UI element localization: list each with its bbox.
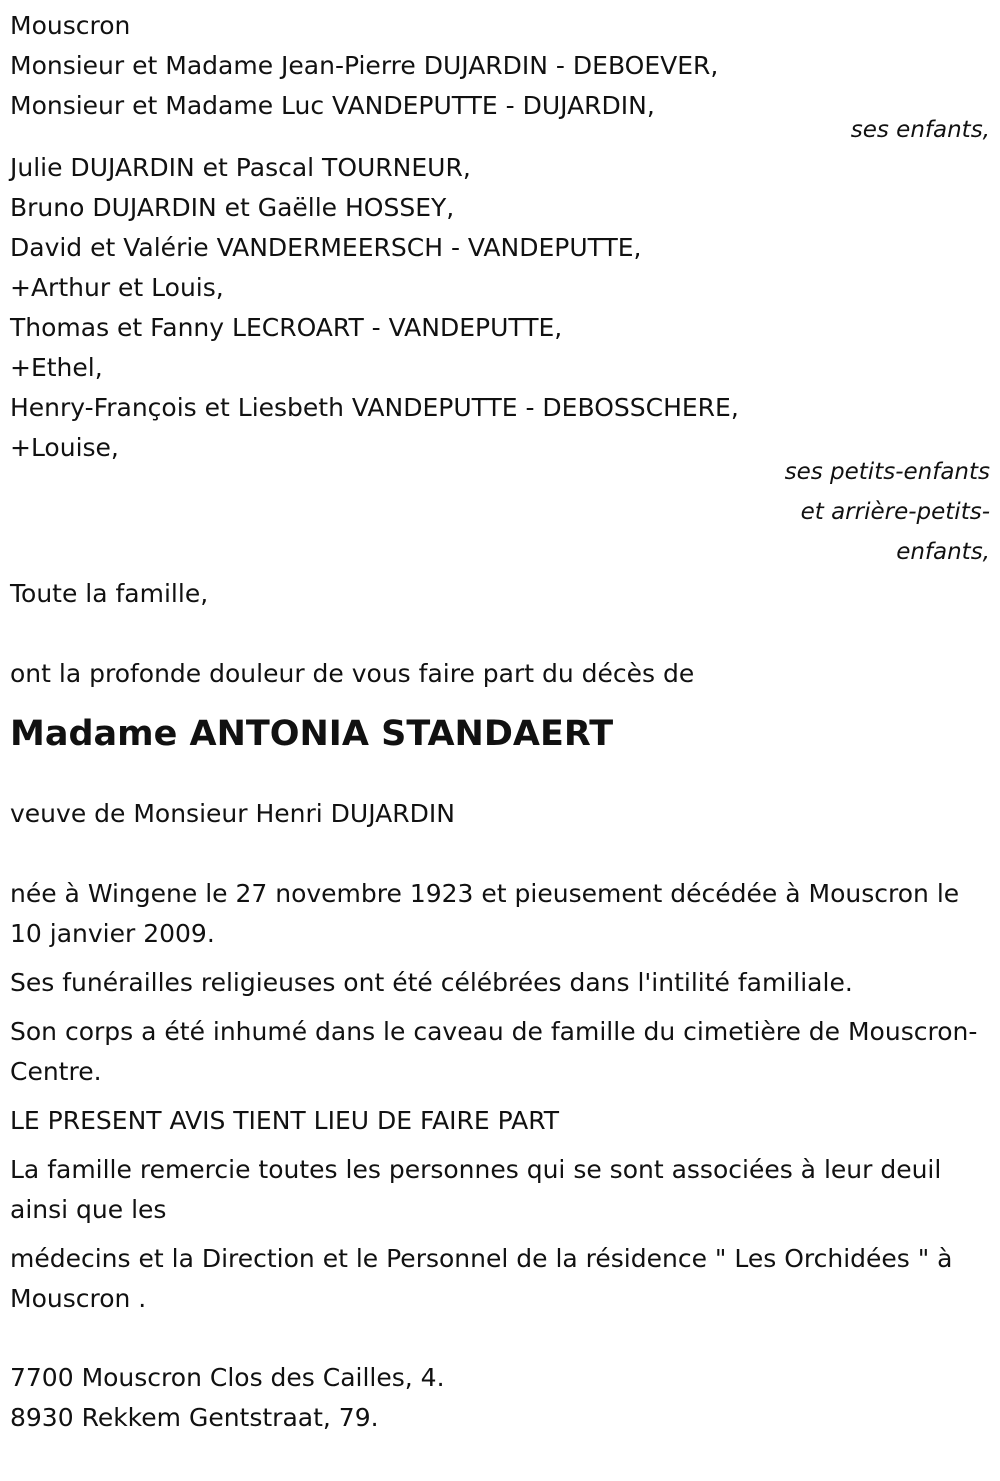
thanks-paragraph-1: La famille remercie toutes les personnes qui se sont associées à leur deuil ainsi que les: [10, 1155, 942, 1224]
children-role-label: ses enfants,: [850, 117, 990, 143]
grandchildren-role-line: et arrière-petits-: [800, 499, 990, 525]
grandchildren-section: [10, 148, 990, 572]
grandchild-line: Julie DUJARDIN et Pascal TOURNEUR,: [10, 153, 471, 182]
grandchild-line: +Louise,: [10, 433, 119, 462]
funeral-paragraph: Ses funérailles religieuses ont été célébrées dans l'intilité familiale.: [10, 968, 853, 997]
grandchild-line: David et Valérie VANDERMEERSCH - VANDEPUTTE,: [10, 233, 642, 262]
grandchild-line: Bruno DUJARDIN et Gaëlle HOSSEY,: [10, 193, 455, 222]
family-line: Toute la famille,: [10, 579, 209, 608]
child-line: Monsieur et Madame Jean-Pierre DUJARDIN - DEBOEVER,: [10, 51, 719, 80]
notice-paragraph: LE PRESENT AVIS TIENT LIEU DE FAIRE PART: [10, 1106, 560, 1135]
grandchild-line: +Ethel,: [10, 353, 103, 382]
thanks-paragraph-2: médecins et la Direction et le Personnel de la résidence " Les Orchidées " à Mouscron .: [10, 1244, 953, 1313]
children-section: [10, 46, 990, 150]
burial-paragraph: Son corps a été inhumé dans le caveau de famille du cimetière de Mouscron-Centre.: [10, 1017, 978, 1086]
grandchild-line: Henry-François et Liesbeth VANDEPUTTE - DEBOSSCHERE,: [10, 393, 739, 422]
city-label: Mouscron: [10, 11, 131, 40]
child-line: Monsieur et Madame Luc VANDEPUTTE - DUJARDIN,: [10, 91, 655, 120]
deceased-name: Madame ANTONIA STANDAERT: [10, 714, 614, 754]
address-line: 8930 Rekkem Gentstraat, 79.: [10, 1403, 379, 1432]
grandchildren-role-label: [10, 452, 990, 572]
grandchild-line: Thomas et Fanny LECROART - VANDEPUTTE,: [10, 313, 563, 342]
grandchildren-role-line: ses petits-enfants: [784, 459, 990, 485]
widow-of-line: veuve de Monsieur Henri DUJARDIN: [10, 799, 455, 828]
grandchildren-role-line: enfants,: [896, 539, 990, 565]
announcement-line: ont la profonde douleur de vous faire part du décès de: [10, 659, 695, 688]
grandchild-line: +Arthur et Louis,: [10, 273, 224, 302]
birth-death-paragraph: née à Wingene le 27 novembre 1923 et pieusement décédée à Mouscron le 10 janvier 2009.: [10, 879, 960, 948]
address-line: 7700 Mouscron Clos des Cailles, 4.: [10, 1363, 445, 1392]
